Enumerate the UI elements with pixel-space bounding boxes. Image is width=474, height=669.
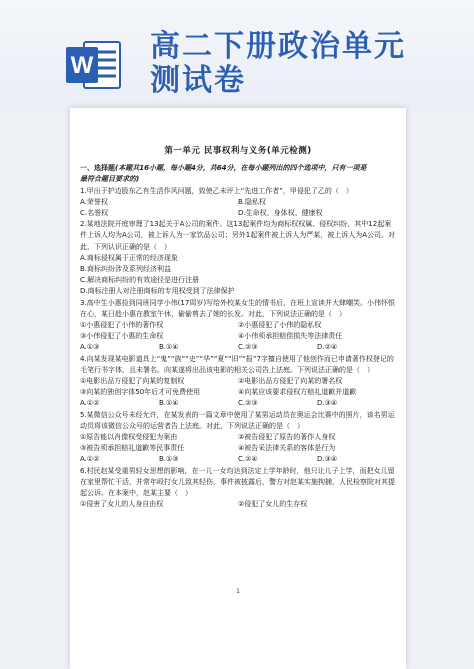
option-row — [80, 443, 396, 454]
section-note: 最符合题目要求的) — [80, 175, 140, 184]
option: ③向某的独创字体50年后才可免费使用 — [80, 388, 201, 397]
banner-title-line1: 高二下册政治单元 — [150, 29, 406, 64]
section-instructions: (本题共16小题，每小题4分，共64分，在每小题列出的四个选项中，只有一项是 — [115, 164, 367, 173]
section-heading — [80, 163, 396, 174]
option: ①小惠侵犯了小伟的著作权 — [80, 321, 164, 330]
choice-row — [80, 454, 396, 465]
option-row — [80, 387, 396, 398]
word-document-icon — [66, 38, 122, 92]
option: D.商标注册人对注册商标的专用权受到了法律保护 — [80, 287, 235, 296]
choice-row — [80, 342, 396, 353]
option: ①电影出品方侵犯了向某的复制权 — [80, 377, 185, 386]
option-row — [80, 197, 396, 208]
option: A.荣誉权 — [80, 197, 108, 206]
question-stem: 2.某地法院开庭审理了13起关于A公司的案件。这13起案件均为商标权权属、侵权纠纷，其中12起案件上诉人均为A公司，被上诉人为一家饮品公司；另外1起案件被上诉人为严某，被上诉人为A公司。对此，下列认识正确的是（ ） — [80, 220, 396, 251]
banner-title-line2: 测试卷 — [150, 63, 246, 98]
choice: C.②③ — [238, 343, 258, 352]
choice-row — [80, 398, 396, 409]
option: D.生命权、身体权、健康权 — [238, 209, 323, 218]
option: B.商标纠纷涉及系列经济利益 — [80, 265, 172, 274]
question-stem: 5.某微信公众号未经允许，在某发表的一篇文章中使用了某男运动员在奥运会比赛中的照片，该名男运动员将该微信公众号的运营者告上法庭。对此，下列说法正确的是（ ） — [80, 410, 395, 430]
option: ④小伟须承担赔偿损失等法律责任 — [238, 332, 343, 341]
choice: B.①④ — [159, 343, 179, 352]
choice: C.②④ — [238, 455, 258, 464]
question-stem: 1.甲出于护边股东乙有生活作风问题，致使乙未评上“先进工作者”，甲侵犯了乙的（ ） — [80, 186, 353, 195]
option: ③小伟侵犯了小惠的生命权 — [80, 332, 164, 341]
option: B.隐私权 — [238, 197, 267, 206]
option-row — [80, 432, 396, 443]
option: ③被告须承担赔礼道歉等民事责任 — [80, 444, 185, 453]
option: ④向某应该要求侵权方赔礼道歉并道歉 — [238, 388, 357, 397]
option: C.解决商标纠纷的有效途径是进行注册 — [80, 276, 200, 285]
option: A.商标侵权属于正常的经济现象 — [80, 253, 178, 262]
banner-title — [150, 30, 406, 98]
option: ②小惠侵犯了小伟的隐私权 — [238, 321, 322, 330]
question-stem: 4.向某发现某电影道具上“鬼”“族”“史”“华”“夏”“旧”“报”7字擅自使用了他创作而已申请著作权登记的毛笔行书字体，且未署名。向某遂将出品该电影的相关公司告上法庭。下列说法正确的是（ ） — [80, 354, 394, 374]
document-title: 第一单元 民事权利与义务(单元检测) — [164, 146, 312, 156]
choice: C.②③ — [238, 399, 258, 408]
page-number: 1 — [236, 588, 240, 595]
section-head-label: 一、选择题 — [80, 164, 115, 173]
option: ②侵犯了女儿的生存权 — [238, 500, 308, 509]
choice: D.②④ — [317, 343, 338, 352]
choice: D.③④ — [317, 399, 338, 408]
question-stem: 3.高中生小惠捡到同班同学小伟(17周岁)写给外校某女生的情书后，在班上宣读并大肆嘲笑。小伟怀恨在心，某日趁小惠在教室午休，偷偷剪去了她的长发。对此，下列说法正确的是（ ） — [80, 298, 396, 318]
option: ①侵害了女儿的人身自由权 — [80, 500, 164, 509]
option: ②被告侵犯了原告的著作人身权 — [238, 433, 336, 442]
option-row — [80, 320, 396, 331]
choice: D.③④ — [317, 455, 338, 464]
word-logo-letter: W — [70, 52, 94, 79]
choice: A.①③ — [80, 343, 100, 352]
option-row — [80, 376, 396, 387]
banner — [0, 0, 474, 112]
option-row — [80, 499, 396, 510]
option-row — [80, 208, 396, 219]
document-body — [80, 146, 396, 511]
choice: B.①③ — [159, 455, 179, 464]
question-stem: 6.村民赵某受重男轻女思想的影响，在一儿一女均达到法定上学年龄时，他只让儿子上学，而把女儿留在家里帮忙干活，并常年殴打女儿致其轻伤，事件被披露后，警方对赵某实施拘捕，人民检察院对其提起公诉。在本案中，赵某主要（ ） — [80, 466, 395, 498]
choice: B.①④ — [159, 399, 179, 408]
choice: A.①② — [80, 455, 100, 464]
option: ①原告能以肖像权受侵犯为案由 — [80, 433, 178, 442]
choice: A.①② — [80, 399, 100, 408]
option: ②电影出品方侵犯了向某的署名权 — [238, 377, 343, 386]
option: C.名誉权 — [80, 209, 109, 218]
option: ④被告采法律关系的客体是行为 — [238, 444, 336, 453]
option-row — [80, 331, 396, 342]
document-page — [70, 108, 406, 669]
